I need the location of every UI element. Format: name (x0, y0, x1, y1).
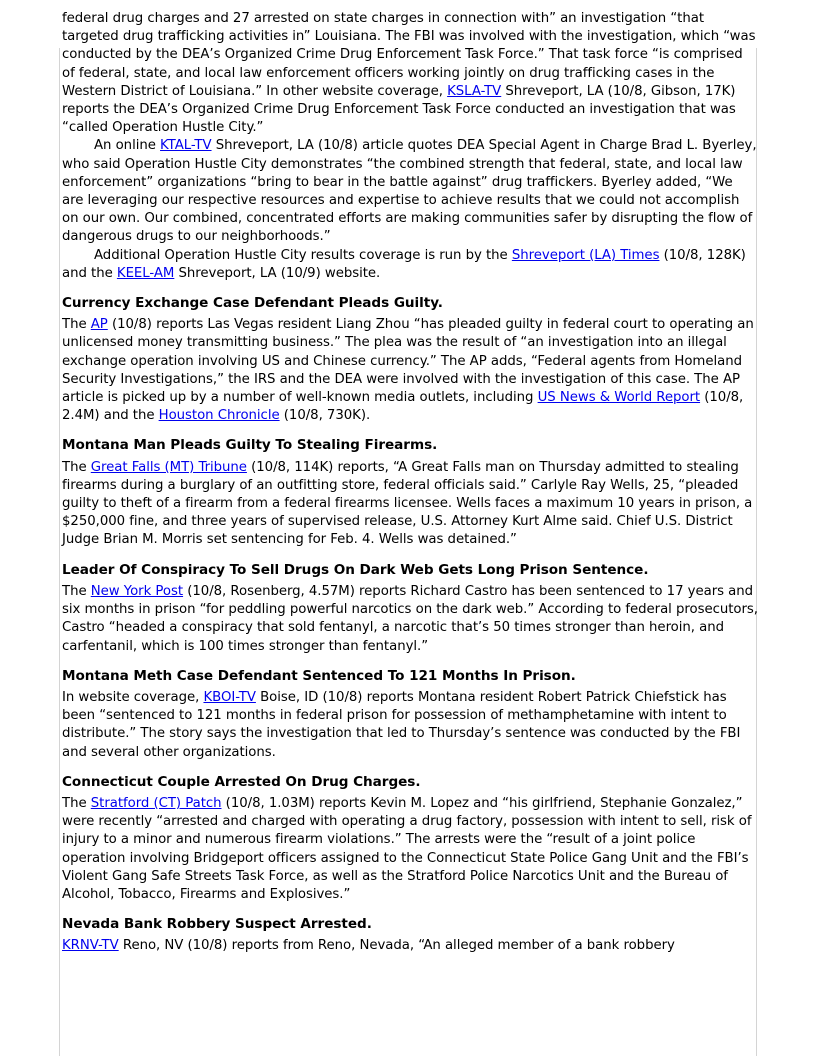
article-headline: Nevada Bank Robbery Suspect Arrested. (62, 916, 372, 933)
article-headline: Connecticut Couple Arrested On Drug Charges. (62, 773, 421, 790)
us-news-link[interactable]: US News & World Report (537, 390, 701, 406)
kboi-tv-link[interactable]: KBOI-TV (203, 689, 256, 705)
left-margin-rule (59, 48, 60, 1056)
article-body: In website coverage, KBOI-TV Boise, ID (10/8) reports Montana resident Robert Patrick Chiefstick has been “sentenced to 121 months in federal prison for possession of methamphetamine with intent to distribute.” The story says the investigation that led to Thursday’s sentence was conducted by the FBI and several other organizations. (62, 689, 741, 760)
intro-paragraph-1: federal drug charges and 27 arrested on state charges in connection with” an investigation “that targeted drug trafficking activities in” Louisiana. The FBI was involved with the investigation, which “was conducted by the DEA’s Organized Crime Drug Enforcement Task Force.” That task force “is comprised of federal, state, and local law enforcement officers working jointly on drug trafficking cases in the Western District of Louisiana.” In other website coverage, KSLA-TV Shreveport, LA (10/8, Gibson, 17K) reports the DEA’s Organized Crime Drug Enforcement Task Force conducted an investigation that was “called Operation Hustle City.” (62, 11, 756, 136)
article-body: The AP (10/8) reports Las Vegas resident Liang Zhou “has pleaded guilty in federal court to operating an unlicensed money transmitting business.” The plea was the result of “an investigation into an illegal exchange operation involving US and Chinese currency.” The AP adds, “Federal agents from Homeland Security Investigations,” the IRS and the DEA were involved with the investigation of this case. The AP article is picked up by a number of well-known media outlets, including US News & World Report (10/8, 2.4M) and the Houston Chronicle (10/8, 730K). (62, 317, 754, 424)
intro-paragraph-2: An online KTAL-TV Shreveport, LA (10/8) article quotes DEA Special Agent in Charge Brad L. Byerley, who said Operation Hustle City demonstrates “the combined strength that federal, state, and local law enforcement” organizations “bring to bear in the battle against” drug traffickers. Byerley added, “We are leveraging our respective resources and expertise to achieve results that we could not accomplish on our own. Our combined, concentrated efforts are making communities safer by disrupting the flow of dangerous drugs to our neighborhoods.” (62, 138, 757, 245)
stratford-patch-link[interactable]: Stratford (CT) Patch (90, 795, 222, 811)
article-body: The Great Falls (MT) Tribune (10/8, 114K) reports, “A Great Falls man on Thursday admitted to stealing firearms during a burglary of an outfitting store, federal officials said.” Carlyle Ray Wells, 25, “pleaded guilty to theft of a firearm from a federal firearms licensee. Wells faces a maximum 10 years in prison, a $250,000 fine, and three years of supervised release, U.S. Attorney Kurt Alme said. Chief U.S. District Judge Brian M. Morris set sentencing for Feb. 4. Wells was detained.” (62, 459, 753, 548)
article-body: The Stratford (CT) Patch (10/8, 1.03M) reports Kevin M. Lopez and “his girlfriend, Stephanie Gonzalez,” were recently “arrested and charged with operating a drug factory, possession with intent to sell, risk of injury to a minor and numerous firearm violations.” The arrests were the “result of a joint police operation involving Bridgeport officers assigned to the Connecticut State Police Gang Unit and the FBI’s Violent Gang Safe Streets Task Force, as well as the Stratford Police Narcotics Unit and the Bureau of Alcohol, Tobacco, Firearms and Explosives.” (62, 795, 752, 902)
shreveport-times-link[interactable]: Shreveport (LA) Times (511, 247, 660, 263)
great-falls-tribune-link[interactable]: Great Falls (MT) Tribune (90, 459, 247, 475)
article-headline: Montana Meth Case Defendant Sentenced To 121 Months In Prison. (62, 667, 576, 684)
article-headline: Leader Of Conspiracy To Sell Drugs On Dark Web Gets Long Prison Sentence. (62, 561, 649, 578)
intro-paragraph-3: Additional Operation Hustle City results coverage is run by the Shreveport (LA) Times (10/8, 128K) and the KEEL-AM Shreveport, LA (10/9) website. (62, 247, 746, 281)
news-briefing-page (62, 10, 758, 956)
krnv-tv-link[interactable]: KRNV-TV (62, 938, 119, 954)
ksla-tv-link[interactable]: KSLA-TV (447, 83, 502, 99)
article-headline: Currency Exchange Case Defendant Pleads Guilty. (62, 295, 443, 312)
ap-link[interactable]: AP (90, 317, 108, 333)
article-body: The New York Post (10/8, Rosenberg, 4.57M) reports Richard Castro has been sentenced to 17 years and six months in prison “for peddling powerful narcotics on the dark web.” According to federal prosecutors, Castro “headed a conspiracy that sold fentanyl, a narcotic that’s 50 times stronger than heroin, and carfentanil, which is 100 times stronger than fentanyl.” (62, 583, 758, 654)
keel-am-link[interactable]: KEEL-AM (116, 265, 175, 281)
article-body: KRNV-TV Reno, NV (10/8) reports from Reno, Nevada, “An alleged member of a bank robbery (62, 938, 675, 954)
houston-chronicle-link[interactable]: Houston Chronicle (158, 408, 280, 424)
new-york-post-link[interactable]: New York Post (90, 583, 184, 599)
ktal-tv-link[interactable]: KTAL-TV (160, 138, 212, 154)
article-headline: Montana Man Pleads Guilty To Stealing Firearms. (62, 437, 438, 454)
